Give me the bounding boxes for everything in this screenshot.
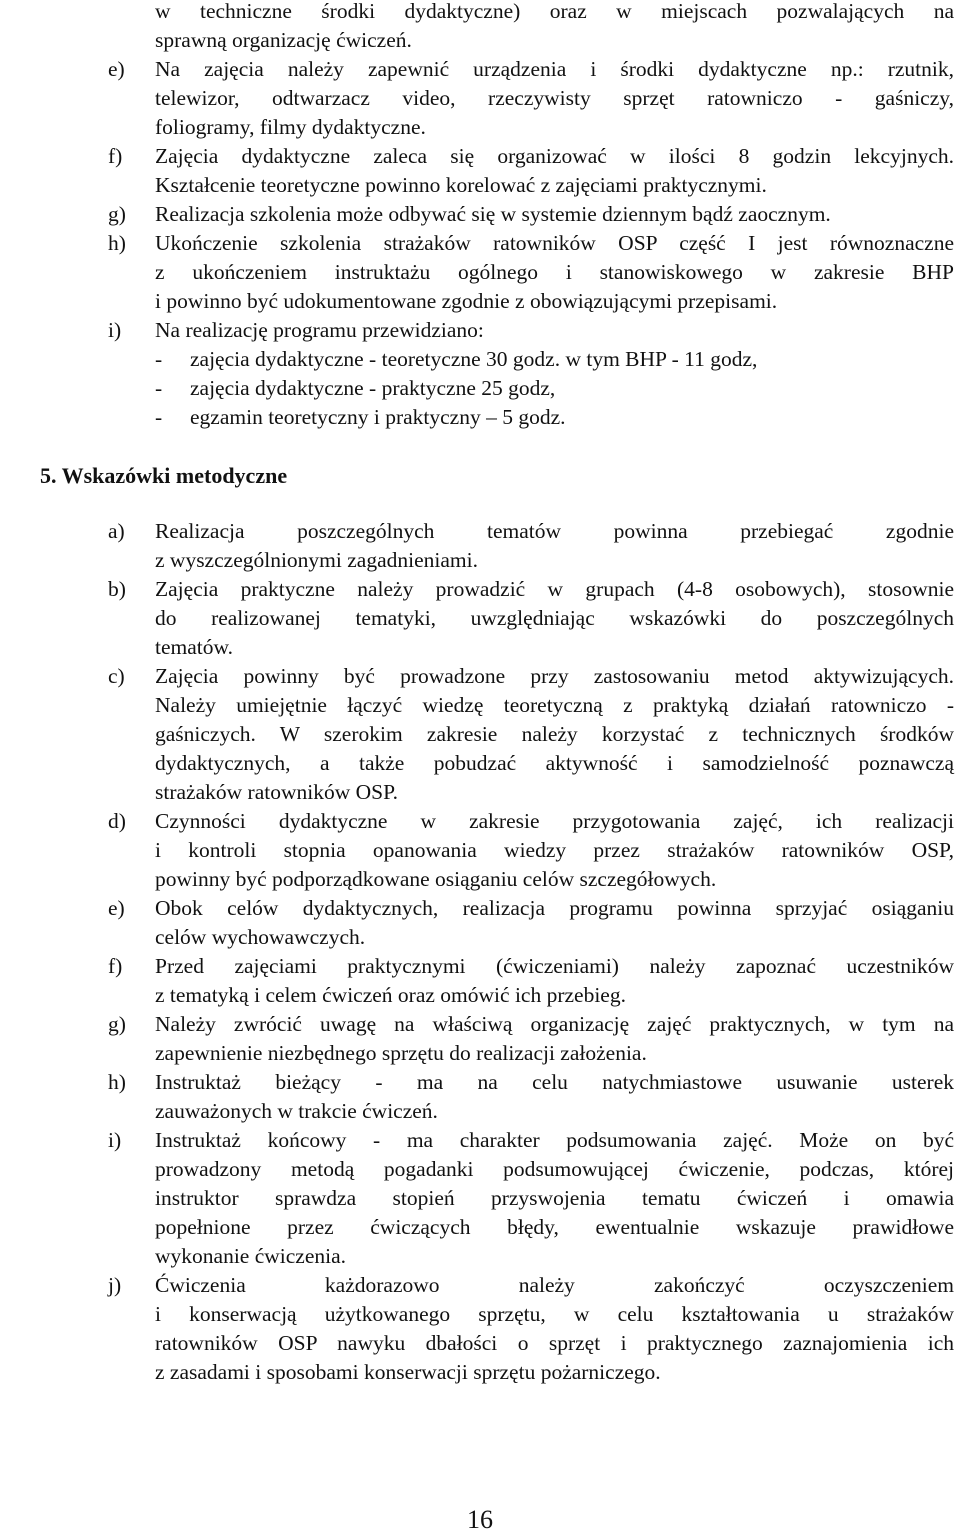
list-marker: a) — [108, 519, 125, 543]
sub-item-text: egzamin teoretyczny i praktyczny – 5 godz. — [190, 405, 566, 429]
list-item-text — [155, 575, 954, 662]
list-item-text — [155, 517, 954, 575]
text-line: powinny być podporządkowane osiąganiu celów szczegółowych. — [155, 867, 717, 891]
section-heading: 5. Wskazówki metodyczne — [40, 463, 288, 488]
list-marker: i) — [108, 1128, 122, 1152]
sub-item — [108, 403, 954, 432]
list-item-text — [155, 894, 954, 952]
text-line: tematów. — [155, 635, 234, 659]
text-line: prowadzony metodą pogadanki podsumowującej ćwiczenie, podczas, której — [155, 1157, 954, 1181]
text-line: Realizacja szkolenia może odbywać się w systemie dziennym bądź zaocznym. — [155, 202, 831, 226]
document-page-top — [108, 0, 954, 432]
text-line: telewizor, odtwarzacz video, rzeczywisty sprzęt ratowniczo - gaśniczy, — [155, 86, 954, 110]
text-line: Instruktaż bieżący - ma na celu natychmiastowe usuwanie usterek — [155, 1070, 954, 1094]
text-line: Na zajęcia należy zapewnić urządzenia i środki dydaktyczne np.: rzutnik, — [155, 57, 954, 81]
list-item-text — [155, 807, 954, 894]
list-item-e — [108, 55, 954, 142]
list-item-f — [108, 952, 954, 1010]
text-line: z tematyką i celem ćwiczeń oraz omówić ich przebieg. — [155, 983, 626, 1007]
list-marker: b) — [108, 577, 126, 601]
list-item-text — [155, 229, 954, 316]
list-item-h — [108, 229, 954, 316]
list-item-text — [155, 1068, 954, 1126]
list-marker: h) — [108, 1070, 126, 1094]
text-line: Należy umiejętnie łączyć wiedzę teoretyczną z praktyką działań ratowniczo - — [155, 693, 954, 717]
list-marker: h) — [108, 231, 126, 255]
text-line: sprawną organizację ćwiczeń. — [155, 28, 412, 52]
list-item-a — [108, 517, 954, 575]
sub-item-dash: - — [155, 376, 163, 400]
list-item-text — [155, 662, 954, 807]
text-line: ratowników OSP nawyku dbałości o sprzęt i praktycznego zaznajomienia ich — [155, 1331, 954, 1355]
list-item-d — [108, 807, 954, 894]
list-marker: e) — [108, 896, 125, 920]
list-item-text — [155, 316, 954, 345]
sub-item-dash: - — [155, 405, 163, 429]
list-marker: e) — [108, 57, 125, 81]
text-line: do realizowanej tematyki, uwzględniając wskazówki do poszczególnych — [155, 606, 954, 630]
text-line: Przed zajęciami praktycznymi (ćwiczeniami) należy zapoznać uczestników — [155, 954, 954, 978]
text-line: Ukończenie szkolenia strażaków ratowników OSP część I jest równoznaczne — [155, 231, 954, 255]
list-item-i — [108, 1126, 954, 1271]
page-number: 16 — [467, 1505, 493, 1534]
text-line: z wyszczególnionymi zagadnieniami. — [155, 548, 478, 572]
text-line: z zasadami i sposobami konserwacji sprzętu pożarniczego. — [155, 1360, 661, 1384]
text-line: zauważonych w trakcie ćwiczeń. — [155, 1099, 438, 1123]
text-line: wykonanie ćwiczenia. — [155, 1244, 347, 1268]
sub-item-dash: - — [155, 347, 163, 371]
text-line: Instruktaż końcowy - ma charakter podsumowania zajęć. Może on być — [155, 1128, 954, 1152]
sub-item — [108, 345, 954, 374]
list-item-h — [108, 1068, 954, 1126]
list-item-g — [108, 200, 954, 229]
list-item-text — [155, 952, 954, 1010]
text-line: z ukończeniem instruktażu ogólnego i stanowiskowego w zakresie BHP — [155, 260, 954, 284]
sub-item-text: zajęcia dydaktyczne - teoretyczne 30 godz. w tym BHP - 11 godz, — [190, 347, 758, 371]
list-item-text — [155, 1271, 954, 1387]
text-line: dydaktycznych, a także pobudzać aktywność i samodzielność poznawczą — [155, 751, 954, 775]
text-line: Realizacja poszczególnych tematów powinna przebiegać zgodnie — [155, 519, 954, 543]
text-line: strażaków ratowników OSP. — [155, 780, 399, 804]
list-item-e — [108, 894, 954, 952]
list-item-text — [155, 142, 954, 200]
list-marker: i) — [108, 318, 122, 342]
text-line: i powinno być udokumentowane zgodnie z obowiązującymi przepisami. — [155, 289, 778, 313]
sub-item-text: zajęcia dydaktyczne - praktyczne 25 godz, — [190, 376, 556, 400]
list-marker: f) — [108, 144, 123, 168]
list-marker: c) — [108, 664, 125, 688]
list-marker: f) — [108, 954, 123, 978]
list-item-text — [155, 55, 954, 142]
list-marker: d) — [108, 809, 126, 833]
text-line: Obok celów dydaktycznych, realizacja programu powinna sprzyjać osiąganiu — [155, 896, 954, 920]
continued-paragraph — [108, 0, 954, 55]
text-line: w techniczne środki dydaktyczne) oraz w miejscach pozwalających na — [155, 0, 954, 23]
text-line: popełnione przez ćwiczących błędy, ewentualnie wskazuje prawidłowe — [155, 1215, 954, 1239]
list-item-b — [108, 575, 954, 662]
text-line: zapewnienie niezbędnego sprzętu do realizacji założenia. — [155, 1041, 647, 1065]
text-line: i konserwacją użytkowanego sprzętu, w celu kształtowania u strażaków — [155, 1302, 954, 1326]
text-line: foliogramy, filmy dydaktyczne. — [155, 115, 426, 139]
text-line: Zajęcia praktyczne należy prowadzić w grupach (4-8 osobowych), stosownie — [155, 577, 954, 601]
text-line: Na realizację programu przewidziano: — [155, 318, 484, 342]
text-line: Zajęcia powinny być prowadzone przy zastosowaniu metod aktywizujących. — [155, 664, 954, 688]
text-line: Należy zwrócić uwagę na właściwą organizację zajęć praktycznych, w tym na — [155, 1012, 954, 1036]
text-line: Czynności dydaktyczne w zakresie przygotowania zajęć, ich realizacji — [155, 809, 954, 833]
list-item-c — [108, 662, 954, 807]
text-line: celów wychowawczych. — [155, 925, 366, 949]
text-line: Ćwiczenia każdorazowo należy zakończyć oczyszczeniem — [155, 1273, 954, 1297]
methodology-list — [108, 517, 954, 1387]
text-line: instruktor sprawdza stopień przyswojenia tematu ćwiczeń i omawia — [155, 1186, 954, 1210]
list-item-text — [155, 1010, 954, 1068]
text-line: Zajęcia dydaktyczne zaleca się organizować w ilości 8 godzin lekcyjnych. — [155, 144, 954, 168]
sub-item — [108, 374, 954, 403]
text-line: gaśniczych. W szerokim zakresie należy korzystać z technicznych środków — [155, 722, 954, 746]
list-item-j — [108, 1271, 954, 1387]
text-line: i kontroli stopnia opanowania wiedzy przez strażaków ratowników OSP, — [155, 838, 954, 862]
list-item-text — [155, 200, 954, 229]
list-marker: g) — [108, 1012, 126, 1036]
list-item-f — [108, 142, 954, 200]
list-item-text — [155, 1126, 954, 1271]
list-marker: g) — [108, 202, 126, 226]
list-item-g — [108, 1010, 954, 1068]
text-line: Kształcenie teoretyczne powinno korelować z zajęciami praktycznymi. — [155, 173, 767, 197]
list-marker: j) — [108, 1273, 122, 1297]
list-item-i — [108, 316, 954, 345]
